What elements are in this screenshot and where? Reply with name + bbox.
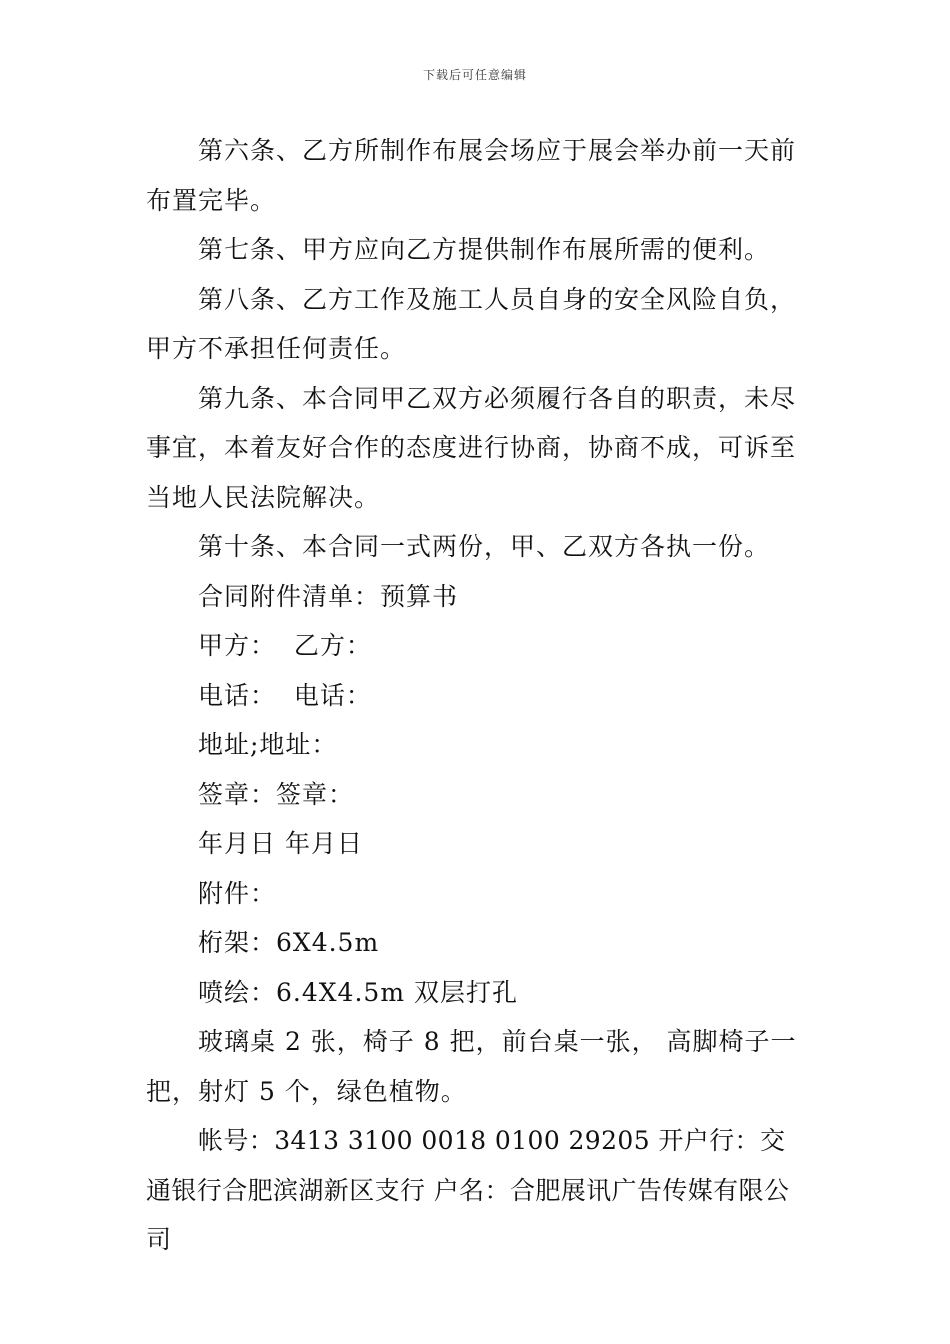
article-9: 第九条、本合同甲乙双方必须履行各自的职责，未尽事宜，本着友好合作的态度进行协商，协商不成，可诉至当地人民法院解决。 — [146, 383, 797, 512]
address-line: 地址;地址： — [198, 730, 338, 759]
article-10: 第十条、本合同一式两份，甲、乙双方各执一份。 — [198, 532, 771, 561]
signature-line: 签章：签章： — [198, 779, 355, 809]
print-item: 喷绘：6.4X4.5m 双层打孔 — [198, 977, 518, 1007]
attachment-list-line: 合同附件清单：预算书 — [198, 581, 459, 611]
date-line: 年月日 年月日 — [198, 829, 363, 858]
document-body — [146, 126, 810, 1265]
attachment-heading: 附件： — [198, 878, 277, 908]
article-8: 第八条、乙方工作及施工人员自身的安全风险自负，甲方不承担任何责任。 — [146, 284, 797, 363]
party-line: 甲方： 乙方： — [198, 631, 372, 660]
truss-item: 桁架：6X4.5m — [198, 928, 380, 957]
article-7: 第七条、甲方应向乙方提供制作布展所需的便利。 — [198, 235, 771, 264]
header-note: 下载后可任意编辑 — [422, 68, 527, 82]
article-6: 第六条、乙方所制作布展会场应于展会举办前一天前布置完毕。 — [146, 136, 797, 215]
phone-line: 电话： 电话： — [198, 680, 372, 710]
furniture-item: 玻璃桌 2 张，椅子 8 把，前台桌一张， 高脚椅子一把，射灯 5 个，绿色植物。 — [146, 1027, 797, 1106]
bank-account-line: 帐号：3413 3100 0018 0100 29205 开户行：交通银行合肥滨湖新区支行 户名：合肥展讯广告传媒有限公司 — [146, 1126, 790, 1254]
